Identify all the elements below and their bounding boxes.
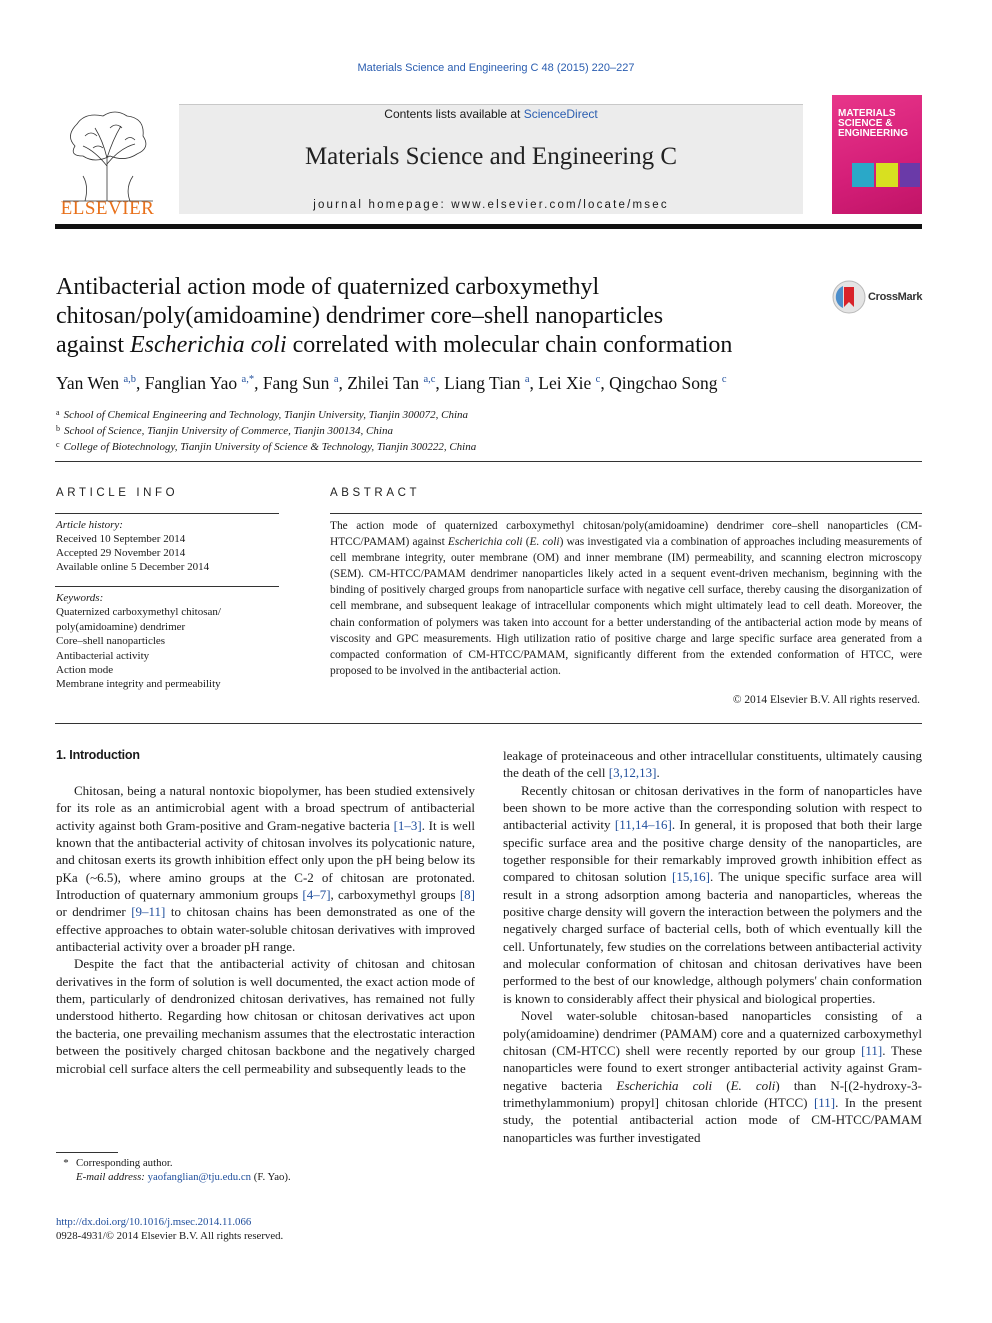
footnote-rule: [56, 1152, 118, 1153]
abstract-heading: ABSTRACT: [330, 487, 421, 499]
author[interactable]: Lei Xie $^c$: [538, 373, 601, 393]
reference-link[interactable]: [11]: [813, 1094, 836, 1110]
journal-cover-thumbnail[interactable]: [832, 95, 922, 214]
journal-homepage[interactable]: journal homepage: www.elsevier.com/locate/msec: [313, 199, 669, 211]
paragraph: Chitosan, being a natural nontoxic biopolymer, has been studied extensively for its role as an antimicrobial agent with a broad spectrum of antibacterial activity against both Gram-positive and Gram-negative bacteria [1–3]. It is well known that the antibacterial activity of chitosan involves its polycationic nature, and chitosan exerts its growth inhibition effect only upon the pH being below its pKa (~6.5), where amino groups at the C-2 of chitosan are protonated. Introduction of quaternary ammonium groups [4–7], carboxymethyl groups [8] or dendrimer [9–11] to chitosan chains has been demonstrated as one of the effective approaches to obtain water-soluble chitosan derivatives with improved antibacterial activity over a broader pH range.: [56, 783, 475, 955]
cover-image-3: [900, 163, 920, 187]
contents-line: Contents lists available at ScienceDirect: [384, 107, 598, 121]
divider: [330, 513, 922, 514]
paragraph: Recently chitosan or chitosan derivatives in the form of nanoparticles have been shown to be more active than the corresponding solution with respect to antibacterial activity [11,14–16]. In general, it is proposed that both their large specific surface area and the positive charge density of the nanoparticles, are together responsible for their remarkably improved growth inhibition effect as compared to chitosan solution [15,16]. The unique specific surface area will result in a strong adsorption among bacteria and nanoparticles, whereas the positive charge density will govern the interaction between the polymers and the negatively charged surface of bacterial cells, both of which eventually kill the cell. Unfortunately, few studies on the correlations between antibacterial activity and molecular conformation of chitosan and chitosan derivatives have been performed to the best of our knowledge, although polymers' chain conformation is known to considerably affect their physical and biological properties.: [503, 782, 922, 1006]
reference-link[interactable]: [8]: [459, 887, 475, 903]
cover-image-2: [876, 163, 898, 187]
keyword: Action mode: [56, 664, 114, 677]
keywords: Keywords: Quaternized carboxymethyl chitosan/ poly(amidoamine) dendrimer Core–shell nanoparticles Antibacterial activity Action mode Membrane integrity and permeability: [56, 591, 280, 692]
author[interactable]: Qingchao Song $^c$: [609, 373, 727, 393]
divider: [55, 723, 922, 724]
reference-link[interactable]: [3,12,13]: [608, 765, 657, 781]
reference-link[interactable]: [4–7]: [302, 887, 331, 903]
body-column-right: [503, 747, 922, 1146]
sciencedirect-link[interactable]: ScienceDirect: [523, 107, 598, 121]
cover-title: MATERIALS SCIENCE & ENGINEERING: [838, 108, 909, 139]
header-rule: [55, 224, 922, 229]
keyword: Antibacterial activity: [56, 649, 150, 662]
paragraph: Despite the fact that the antibacterial activity of chitosan and chitosan derivatives in the form of solution is well documented, the exact action mode of them, particularly of dendronized chitosan derivatives, has remained not fully understood hitherto. Regarding how chitosan or chitosan derivatives act upon the bacteria, one prevailing mechanism assumes that the electrostatic interaction between the positively charged chitosan backbone and the negatively charged microbial cell surface alters the cell permeability and subsequently leads to the: [56, 956, 475, 1076]
author[interactable]: Fanglian Yao $^{a,*}$: [144, 373, 255, 393]
author[interactable]: Liang Tian $^a$: [444, 373, 530, 393]
email-link[interactable]: yaofanglian@tju.edu.cn: [147, 1171, 252, 1183]
abstract-text: The action mode of quaternized carboxymethyl chitosan/poly(amidoamine) dendrimer core–shell nanoparticles (CM-HTCC/PAMAM) against Escherichia coli (E. coli) was investigated via a combination of approaches including measurements of cell membrane integrity, outer membrane (OM) and inner membrane (IM) permeability, and scanning electron microscopy (SEM). CM-HTCC/PAMAM dendrimer nanoparticles likely acted in a sequent event-driven mechanism, beginning with the binding of positively charged groups from nanoparticle surface with negative cell surface, thereby causing the disorganization of cell membrane, and subsequent leakage of intracellular components which might ultimately lead to cell death. Moreover, the chain conformation of polymers was taken into account for a better understanding of the antibacterial action mode by means of viscosity and GPC measurements. High utilization ratio of positive charge and large specific surface area generated from a compacted conformation of CM-HTCC/PAMAM, significantly different from the extended conformation of HTCC, were proposed to be involved in the antibacterial action.: [330, 520, 922, 677]
divider: [55, 513, 279, 514]
author[interactable]: Fang Sun $^a$: [262, 373, 339, 393]
affiliation: $^b$ School of Science, Tianjin University of Commerce, Tianjin 300134, China: [56, 424, 393, 437]
affiliation: $^a$ School of Chemical Engineering and Technology, Tianjin University, Tianjin 300072, China: [56, 408, 469, 421]
reference-link[interactable]: [15,16]: [672, 869, 710, 885]
keyword: poly(amidoamine) dendrimer: [56, 620, 186, 633]
keyword: Quaternized carboxymethyl chitosan/: [56, 606, 221, 619]
author[interactable]: Zhilei Tan $^{a,c}$: [347, 373, 436, 393]
doi-link[interactable]: http://dx.doi.org/10.1016/j.msec.2014.11.066: [56, 1216, 252, 1228]
elsevier-wordmark: ELSEVIER: [60, 198, 155, 219]
journal-title: Materials Science and Engineering C: [304, 143, 678, 170]
crossmark-badge[interactable]: [832, 280, 924, 316]
body-column-left: [56, 782, 475, 1077]
affiliations: [56, 406, 916, 454]
affiliation: $^c$ College of Biotechnology, Tianjin University of Science & Technology, Tianjin 300222, China: [56, 440, 477, 453]
footnote: * Corresponding author. E-mail address: yaofanglian@tju.edu.cn (F. Yao).: [63, 1157, 291, 1183]
divider: [55, 461, 922, 462]
section-heading-introduction: 1. Introduction: [56, 748, 140, 762]
paragraph: Novel water-soluble chitosan-based nanoparticles consisting of a poly(amidoamine) dendrimer (PAMAM) core and a quaternized carboxymethyl chitosan (CM-HTCC) shell were recently reported by our group [11]. These nanoparticles were found to exert stronger antibacterial activity against Gram-negative bacteria Escherichia coli (E. coli) than N-[(2-hydroxy-3-trimethylammonium) propyl] chitosan chloride (HTCC) [11]. In the present study, the potential antibacterial action mode of CM-HTCC/PAMAM nanoparticles was further investigated: [503, 1008, 923, 1145]
author-list: Yan Wen $^{a,b}$, Fanglian Yao $^{a,*}$, Fang Sun $^a$, Zhilei Tan $^{a,c}$, Liang Tian $^a$, Lei Xie $^c$, Qingchao Song $^c$: [56, 373, 727, 393]
reference-link[interactable]: [11]: [861, 1042, 883, 1058]
article-title: Antibacterial action mode of quaternized carboxymethyl chitosan/poly(amidoamine) dendrimer core–shell nanoparticles against Escherichia coli correlated with molecular chain conformation: [56, 274, 733, 358]
keyword: Membrane integrity and permeability: [56, 678, 221, 691]
abstract-copyright: © 2014 Elsevier B.V. All rights reserved.: [732, 694, 920, 706]
reference-link[interactable]: [1–3]: [393, 817, 422, 833]
divider: [55, 586, 279, 587]
crossmark-icon: [832, 280, 866, 314]
article-history: Article history: Received 10 September 2014 Accepted 29 November 2014 Available online 5 December 2014: [56, 519, 210, 573]
cover-image-1: [852, 163, 874, 187]
article-info-heading: ARTICLE INFO: [56, 487, 179, 499]
keyword: Core–shell nanoparticles: [56, 635, 166, 648]
journal-header-box: [179, 104, 803, 214]
author[interactable]: Yan Wen $^{a,b}$: [56, 373, 137, 393]
reference-link[interactable]: [9–11]: [131, 904, 166, 920]
reference-link[interactable]: [11,14–16]: [614, 817, 672, 833]
crossmark-label: CrossMark: [868, 291, 923, 303]
journal-citation[interactable]: Materials Science and Engineering C 48 (2015) 220–227: [357, 62, 635, 74]
paragraph: leakage of proteinaceous and other intracellular constituents, ultimately causing the death of the cell [3,12,13].: [503, 748, 922, 781]
doi-block: http://dx.doi.org/10.1016/j.msec.2014.11.066 0928-4931/© 2014 Elsevier B.V. All rights reserved.: [56, 1216, 284, 1242]
